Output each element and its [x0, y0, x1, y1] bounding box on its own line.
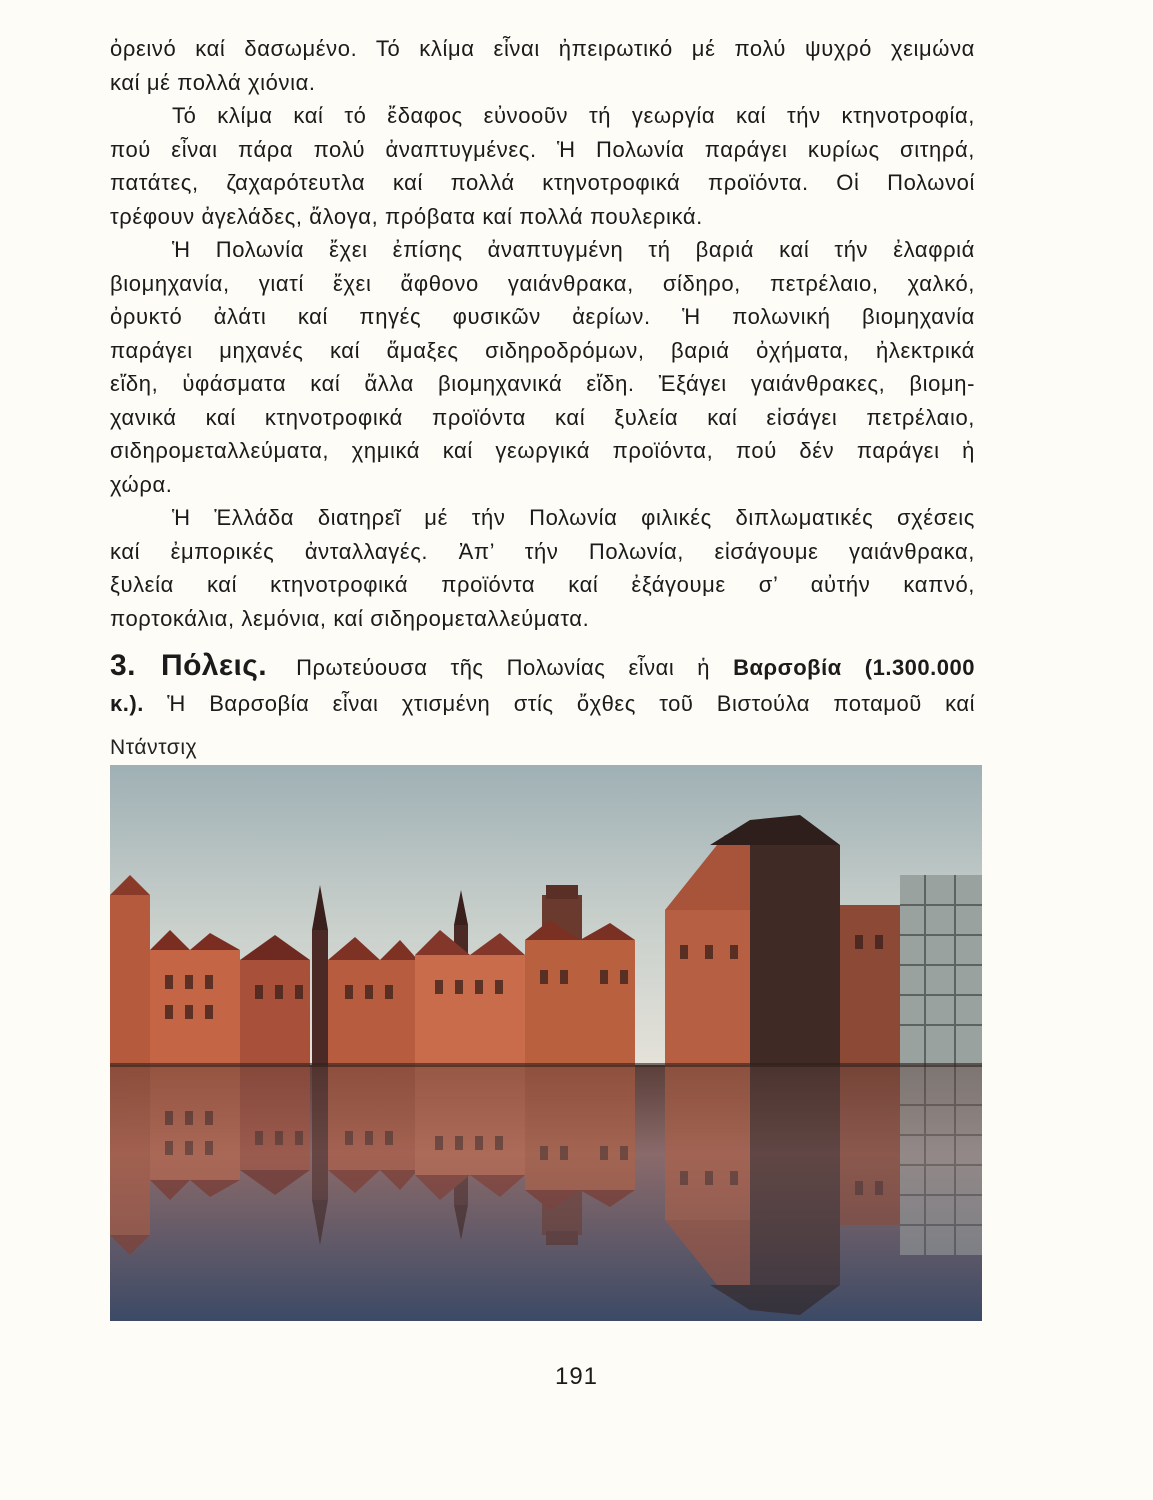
text-line: πορτοκάλια, λεμόνια, καί σιδηρομεταλλεύματα.: [110, 605, 590, 631]
text-line: ὀρεινό καί δασωμένο. Τό κλίμα εἶναι ἠπειρωτικό μέ πολύ ψυχρό χειμώνα: [110, 36, 975, 61]
text-line: χανικά καί κτηνοτροφικά προϊόντα καί ξυλεία καί εἰσάγει πετρέλαιο,: [110, 404, 975, 430]
text-line: βιομηχανία, γιατί ἔχει ἄφθονο γαιάνθρακα, σίδηρο, πετρέλαιο, χαλκό,: [110, 270, 975, 296]
text-line: παράγει μηχανές καί ἅμαξες σιδηροδρόμων, βαριά ὀχήματα, ἠλεκτρικά: [110, 337, 975, 363]
text-line: σιδηρομεταλλεύματα, χημικά καί γεωργικά προϊόντα, πού δέν παράγει ἡ: [110, 438, 975, 463]
text-line: Ἡ Πολωνία ἔχει ἐπίσης ἀναπτυγμένη τή βαριά καί τήν ἐλαφριά: [172, 237, 975, 262]
text-line: καί ἐμπορικές ἀνταλλαγές. Ἀπ’ τήν Πολωνία, εἰσάγουμε γαιάνθρακα,: [110, 538, 975, 564]
section-cities: [110, 648, 975, 722]
city-photo-illustration: [110, 765, 982, 1321]
city-photo: [110, 765, 982, 1321]
text-line: ξυλεία καί κτηνοτροφικά προϊόντα καί ἐξάγουμε σ’ αὐτήν καπνό,: [110, 572, 975, 597]
text-line: πατάτες, ζαχαρότευτλα καί πολλά κτηνοτροφικά προϊόντα. Οἱ Πολωνοί: [110, 170, 975, 195]
figure-caption: Ντάντσιχ: [110, 736, 198, 759]
text-line: καί μέ πολλά χιόνια.: [110, 69, 316, 95]
text-line: πού εἶναι πάρα πολύ ἀναπτυγμένες. Ἡ Πολωνία παράγει κυρίως σιτηρά,: [110, 136, 975, 162]
capital-name: Βαρσοβία (1.300.000: [733, 655, 975, 680]
text-line: Τό κλίμα καί τό ἔδαφος εὐνοοῦν τή γεωργία καί τήν κτηνοτροφία,: [172, 103, 975, 128]
section-heading-line: [110, 648, 975, 686]
text-line: Ἡ Ἑλλάδα διατηρεῖ μέ τήν Πολωνία φιλικές διπλωματικές σχέσεις: [172, 505, 975, 530]
section-text-line: [110, 686, 975, 722]
section-title: 3. Πόλεις.: [110, 649, 267, 682]
text-line: τρέφουν ἀγελάδες, ἄλογα, πρόβατα καί πολλά πουλερικά.: [110, 203, 703, 229]
capital-population-unit: κ.).: [110, 691, 144, 716]
text-line: χώρα.: [110, 471, 173, 497]
body-text: [110, 32, 975, 635]
text-line: εἴδη, ὑφάσματα καί ἄλλα βιομηχανικά εἴδη. Ἐξάγει γαιάνθρακες, βιομη-: [110, 371, 975, 396]
text-line: ὀρυκτό ἀλάτι καί πηγές φυσικῶν ἀερίων. Ἡ πολωνική βιομηχανία: [110, 304, 975, 329]
section-text: Πρωτεύουσα τῆς Πολωνίας εἶναι ἡ: [296, 655, 711, 680]
page-number: 191: [554, 1363, 599, 1390]
section-text: Ἡ Βαρσοβία εἶναι χτισμένη στίς ὄχθες τοῦ Βιστούλα ποταμοῦ καί: [167, 691, 975, 716]
